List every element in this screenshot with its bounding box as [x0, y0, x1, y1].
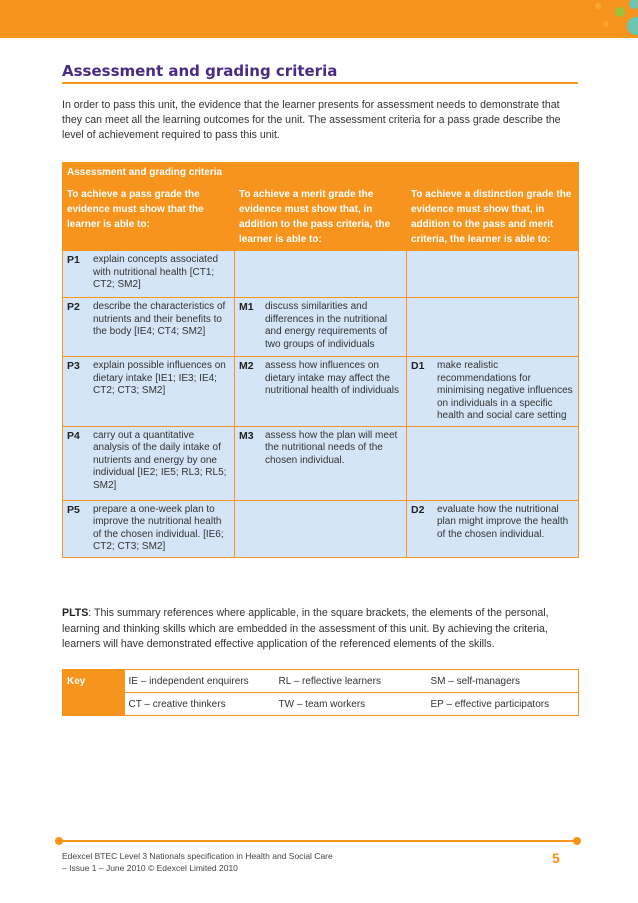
distinction-cell — [407, 500, 579, 557]
top-band — [0, 0, 638, 38]
criterion-text: evaluate how the nutritional plan might improve the health of the chosen individual. — [437, 503, 569, 540]
criterion-code: M1 — [239, 301, 254, 313]
table-row — [63, 357, 579, 427]
distinction-cell — [407, 251, 579, 298]
distinction-cell — [407, 298, 579, 357]
criteria-table — [62, 162, 579, 558]
intro-paragraph: In order to pass this unit, the evidence that the learner presents for assessment needs to demonstrate that they can meet all the learning outcomes for the unit. The assessment criteria for a pass grade describe the level of achievement required to pass this unit. — [62, 99, 561, 141]
criterion-text: carry out a quantitative analysis of the daily intake of nutrients and energy by one individual [IE2; IE5; RL3; RL5; SM2] — [93, 429, 227, 491]
pass-cell — [63, 251, 235, 298]
table-row — [63, 426, 579, 500]
distinction-cell — [407, 357, 579, 427]
table-row — [63, 670, 579, 693]
key-entry: IE – independent enquirers — [125, 670, 275, 693]
footer-line-2: – Issue 1 – June 2010 © Edexcel Limited 2010 — [62, 863, 238, 873]
merit-cell — [235, 251, 407, 298]
footer-text — [62, 850, 382, 874]
criterion-code: D2 — [411, 503, 425, 516]
criterion-text: assess how influences on dietary intake may affect the nutritional health of individuals — [265, 360, 399, 396]
pass-cell — [63, 426, 235, 500]
table-row — [63, 251, 579, 298]
table-row — [63, 298, 579, 357]
merit-cell — [235, 426, 407, 500]
criterion-text: make realistic recommendations for minimising negative influences on individuals in a specific health and social care setting — [437, 360, 573, 421]
merit-cell — [235, 357, 407, 427]
key-entry: SM – self-managers — [427, 670, 579, 693]
criterion-text: explain concepts associated with nutritional health [CT1; CT2; SM2] — [93, 254, 219, 290]
criterion-text: explain possible influences on dietary intake [IE1; IE3; IE4; CT2; CT3; SM2] — [93, 360, 226, 396]
key-entry: RL – reflective learners — [275, 670, 427, 693]
criterion-code: P4 — [67, 429, 80, 442]
criterion-text: prepare a one-week plan to improve the nutritional health of the chosen individual. [IE6; CT2; CT3; SM2] — [93, 503, 224, 552]
footer-dot-right — [573, 837, 581, 845]
criterion-text: describe the characteristics of nutrients and their benefits to the body [IE4; CT4; SM2] — [93, 301, 226, 337]
footer-rule — [58, 840, 578, 842]
section-heading-text: Assessment and grading criteria — [62, 62, 338, 80]
plts-paragraph — [62, 606, 578, 653]
pass-cell — [63, 298, 235, 357]
pass-header: To achieve a pass grade the evidence must show that the learner is able to: — [63, 184, 235, 251]
criterion-code: D1 — [411, 360, 425, 372]
table-row — [63, 693, 579, 716]
table-row — [63, 500, 579, 557]
key-table — [62, 669, 579, 716]
criterion-code: M2 — [239, 360, 254, 372]
criterion-code: M3 — [239, 429, 254, 442]
section-heading — [62, 60, 578, 84]
key-entry: CT – creative thinkers — [125, 693, 275, 716]
distinction-cell — [407, 426, 579, 500]
pass-cell — [63, 500, 235, 557]
criteria-table-title: Assessment and grading criteria — [63, 163, 579, 184]
criterion-text: discuss similarities and differences in the nutritional and energy requirements of two groups of individuals — [265, 301, 388, 350]
plts-text: : This summary references where applicable, in the square brackets, the elements of the personal, learning and thinking skills which are embedded in the assessment of this unit. By achieving the criteria, learners will have demonstrated effective application of the referenced elements of the skills. — [62, 607, 549, 650]
criterion-code: P3 — [67, 360, 80, 372]
distinction-header: To achieve a distinction grade the evidence must show that, in addition to the pass and merit criteria, the learner is able to: — [407, 184, 579, 251]
key-entry: EP – effective participators — [427, 693, 579, 716]
merit-cell — [235, 298, 407, 357]
criterion-code: P1 — [67, 254, 80, 266]
key-entry: TW – team workers — [275, 693, 427, 716]
key-label-blank — [63, 693, 125, 716]
footer-dot-left — [55, 837, 63, 845]
key-label: Key — [63, 670, 125, 693]
merit-header: To achieve a merit grade the evidence must show that, in addition to the pass criteria, the learner is able to: — [235, 184, 407, 251]
criterion-code: P2 — [67, 301, 80, 313]
page-number: 5 — [552, 850, 560, 866]
criterion-text: assess how the plan will meet the nutritional needs of the chosen individual. — [265, 429, 398, 466]
pass-cell — [63, 357, 235, 427]
merit-cell — [235, 500, 407, 557]
plts-label: PLTS — [62, 607, 89, 619]
decorative-dots — [558, 0, 638, 38]
criterion-code: P5 — [67, 503, 80, 516]
footer-line-1: Edexcel BTEC Level 3 Nationals specification in Health and Social Care — [62, 851, 333, 861]
